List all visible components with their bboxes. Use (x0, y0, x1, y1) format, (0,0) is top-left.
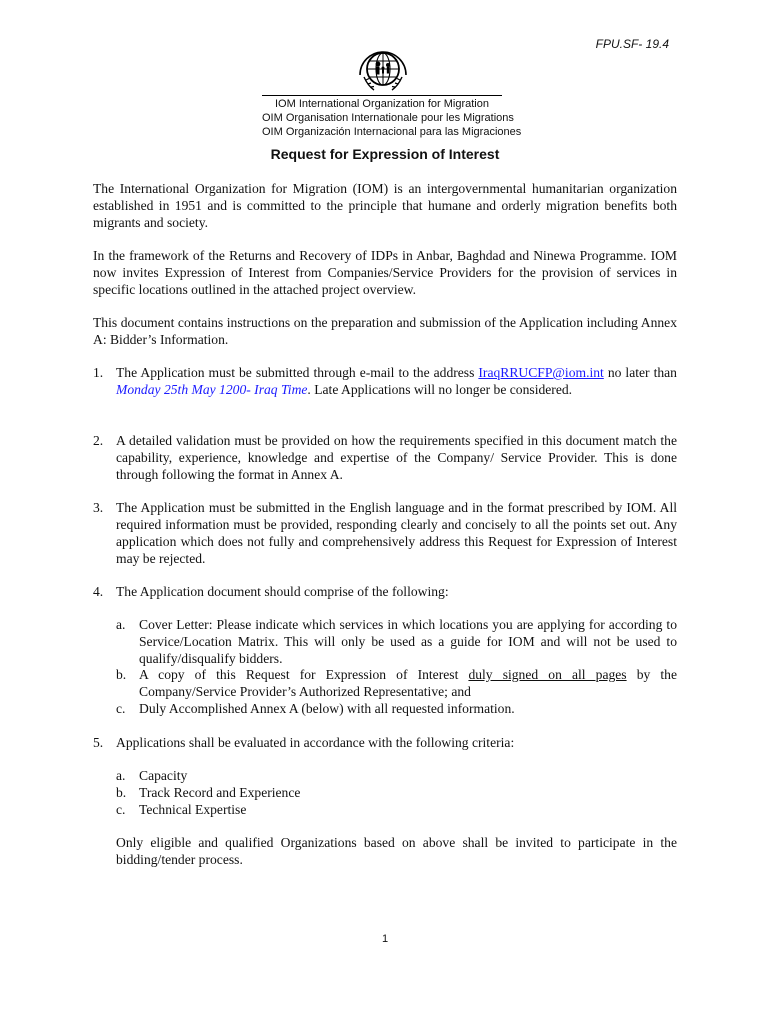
item-1-text-post: . Late Applications will no longer be considered. (307, 381, 573, 397)
iom-globe-icon (352, 42, 414, 100)
intro-paragraph-3: This document contains instructions on the preparation and submission of the Application including Annex A: Bidder’s Information. (93, 315, 677, 347)
list-item-3 (93, 500, 677, 568)
sub-item-4a-text: Cover Letter: Please indicate which services in which locations you are applying for according to Service/Location Matrix. This will only be used as a guide for IOM and will not be used to qualify/disqualify bidders. (139, 617, 677, 666)
item-1-text-pre: The Application must be submitted through e-mail to the address (116, 365, 479, 380)
closing-text: Only eligible and qualified Organizations based on above shall be invited to participate in the bidding/tender process. (116, 835, 677, 867)
sub-item-4c-text: Duly Accomplished Annex A (below) with all requested information. (139, 701, 515, 716)
list-item-4 (93, 584, 677, 601)
submission-deadline: Monday 25th May 1200- Iraq Time (116, 381, 308, 397)
item-1-text-mid: no later than (607, 365, 677, 380)
submission-email-link[interactable]: IraqRRUCFP@iom.int (478, 365, 604, 380)
iom-logo (352, 42, 414, 100)
item-3-text: The Application must be submitted in the English language and in the format prescribed by IOM. All required information must be provided, responding clearly and concisely to all the points set out. Any application which does not fully and comprehensively address this Request for Expression of Interest may be rejected. (116, 500, 677, 566)
sub-item-5c (116, 802, 677, 819)
list-item-5 (93, 735, 677, 752)
list-item-2 (93, 433, 677, 484)
list-item-number: 3. (93, 500, 104, 515)
header-divider (262, 95, 502, 96)
list-item-number: 4. (93, 584, 104, 599)
page-number: 1 (381, 933, 389, 945)
sub-item-letter: a. (116, 617, 126, 632)
list-item-number: 2. (93, 433, 104, 448)
item-2-text: A detailed validation must be provided on how the requirements specified in this document match the capability, experience, knowledge and expertise of the Company/ Service Provider. This is done through following the format in Annex A. (116, 433, 677, 482)
closing-paragraph (93, 835, 677, 869)
sub-item-letter: c. (116, 701, 126, 716)
document-code: FPU.SF- 19.4 (595, 37, 669, 51)
sub-item-letter: c. (116, 802, 126, 817)
sub-item-5a (116, 768, 677, 785)
sub-item-5c-text: Technical Expertise (139, 802, 247, 817)
list-item-number: 1. (93, 365, 104, 380)
sub-item-letter: a. (116, 768, 126, 783)
list-item-number: 5. (93, 735, 104, 750)
sub-item-4b-text-pre: A copy of this Request for Expression of Interest (139, 667, 469, 682)
intro-paragraph-1: The International Organization for Migration (IOM) is an intergovernmental humanitarian organization established in 1951 and is committed to the principle that humane and orderly migration benefits both migrants and society. (93, 181, 677, 230)
sub-item-5a-text: Capacity (139, 768, 188, 783)
item-4-text: The Application document should comprise of the following: (116, 584, 449, 599)
org-name-en: IOM International Organization for Migration (275, 98, 489, 110)
sub-item-letter: b. (116, 667, 127, 682)
org-name-fr: OIM Organisation Internationale pour les Migrations (262, 112, 514, 124)
sub-item-4c (116, 701, 677, 718)
document-title: Request for Expression of Interest (270, 146, 500, 162)
list-item-1 (93, 365, 677, 399)
sub-item-5b (116, 785, 677, 802)
sub-item-4b-text-post: by the Company/Service Provider’s Authorized Representative; and (139, 667, 677, 699)
sub-item-5b-text: Track Record and Experience (139, 785, 301, 800)
sub-item-4b (116, 667, 677, 701)
signed-pages-emphasis: duly signed on all pages (468, 667, 627, 682)
item-5-text: Applications shall be evaluated in accordance with the following criteria: (116, 735, 515, 750)
sub-item-4a (116, 617, 677, 668)
org-name-es: OIM Organización Internacional para las Migraciones (262, 126, 522, 138)
organization-names (262, 97, 522, 139)
sub-item-letter: b. (116, 785, 127, 800)
intro-paragraph-2: In the framework of the Returns and Recovery of IDPs in Anbar, Baghdad and Ninewa Programme. IOM now invites Expression of Interest from Companies/Service Providers for the provision of services in specific locations outlined in the attached project overview. (93, 248, 677, 297)
